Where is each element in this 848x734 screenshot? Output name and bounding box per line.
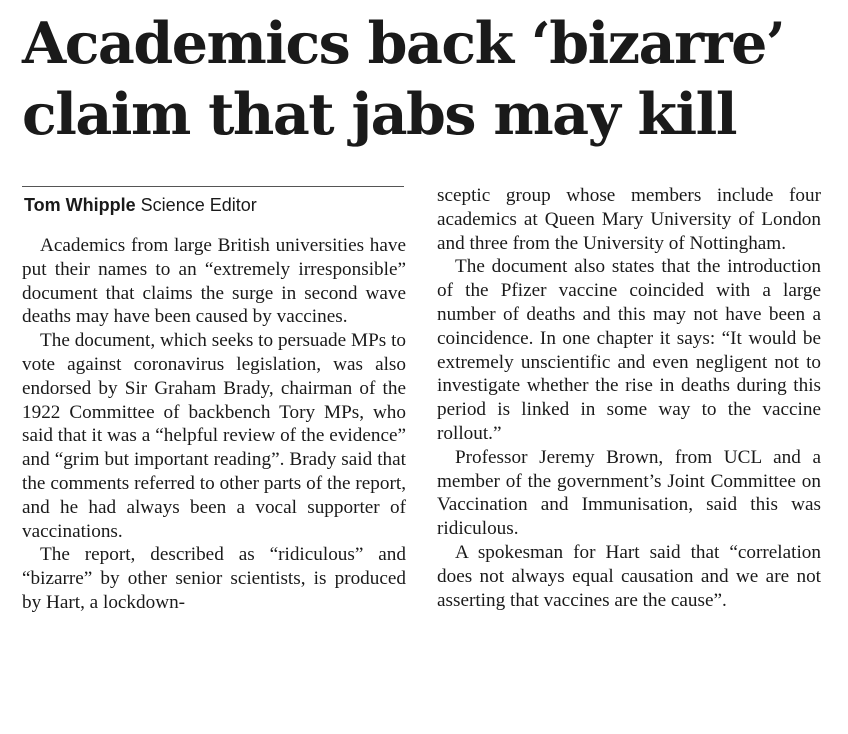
byline <box>24 193 257 217</box>
body-paragraph-6: A spokesman for Hart said that “correlation does not always equal causation and we are not asserting that vaccines are the cause”. <box>437 541 821 611</box>
byline-role: Science Editor <box>140 195 257 215</box>
body-paragraph-5: Professor Jeremy Brown, from UCL and a member of the government’s Joint Committee on Vaccination and Immunisation, said this was ridiculous. <box>437 446 821 540</box>
body-paragraph-3: The report, described as “ridiculous” and “bizarre” by other senior scientists, is produced by Hart, a lockdown- <box>22 544 406 613</box>
headline-line-2: claim that jabs may kill <box>22 81 736 148</box>
body-paragraph-4: The document also states that the introduction of the Pfizer vaccine coincided with a large number of deaths and this may not have been a coincidence. In one chapter it says: “It would be extremely unscientific and even negligent not to investigate whether the rise in deaths during this period is linked in some way to the vaccine rollout.” <box>437 256 821 444</box>
byline-rule <box>22 186 404 187</box>
article-column-left <box>22 234 406 615</box>
body-paragraph-3-continued: sceptic group whose members include four academics at Queen Mary University of London and three from the University of Nottingham. <box>437 185 821 254</box>
headline-line-1: Academics back ‘bizarre’ <box>22 10 785 77</box>
body-paragraph-2: The document, which seeks to persuade MPs to vote against coronavirus legislation, was also endorsed by Sir Graham Brady, chairman of the 1922 Committee of backbench Tory MPs, who said that it was a “helpful review of the evidence” and “grim but important reading”. Brady said that the comments referred to other parts of the report, and he had always been a vocal supporter of vaccinations. <box>22 330 406 542</box>
body-paragraph-1: Academics from large British universities have put their names to an “extremely irresponsible” document that claims the surge in second wave deaths may have been caused by vaccines. <box>22 235 406 328</box>
headline <box>22 8 832 150</box>
byline-author: Tom Whipple <box>24 195 136 215</box>
article-column-right <box>437 184 821 612</box>
